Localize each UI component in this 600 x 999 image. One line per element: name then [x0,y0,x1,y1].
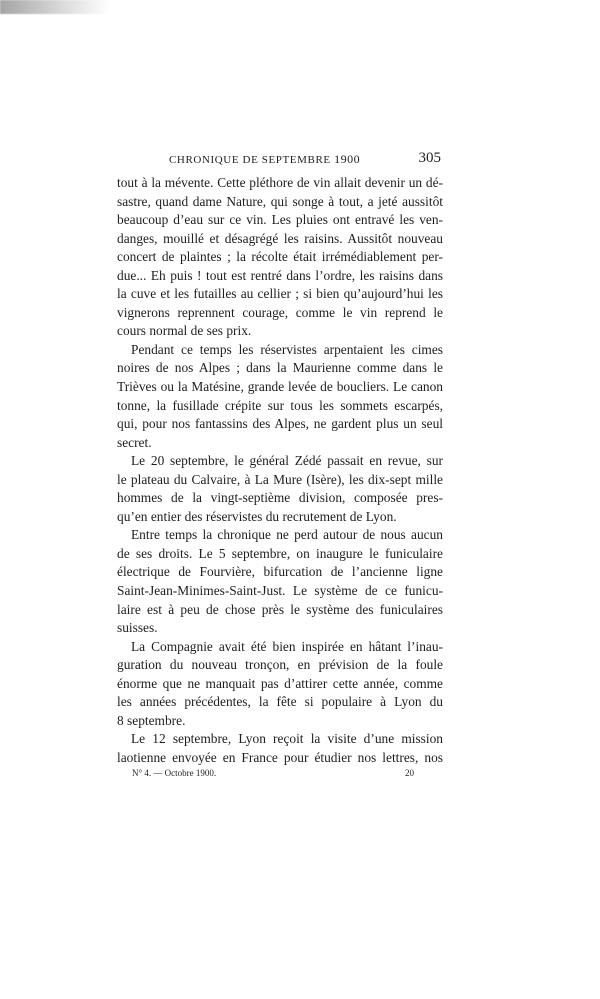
paragraph [117,341,443,452]
text-line: secret. [117,434,152,450]
text-line: Entre temps la chronique ne perd autour de nous aucun [131,527,443,543]
text-line: guration du nouveau tronçon, en prévision de la foule [117,657,443,673]
running-title-text: CHRONIQUE DE SEPTEMBRE [169,154,331,166]
text-line: Le 12 septembre, Lyon reçoit la visite d’une mission [131,731,443,747]
paragraph [117,730,443,767]
text-line: vignerons reprennent courage, comme le vin reprend le [117,304,443,320]
paragraph [117,174,443,341]
text-line: danges, mouillé et désagrégé les raisins. Aussitôt nouveau [117,230,443,246]
text-line: noires de nos Alpes ; dans la Maurienne comme dans le [117,360,443,376]
page-footer [132,768,414,782]
text-line: les années précédentes, la fête si populaire à Lyon du [117,694,443,710]
signature-mark: 20 [405,768,414,778]
paragraph [117,526,443,637]
text-line: laotienne envoyée en France pour étudier nos lettres, nos [117,749,443,765]
text-line: laire est à peu de chose près le système des funiculaires [117,601,443,617]
text-line: Pendant ce temps les réservistes arpentaient les cimes [131,341,443,357]
text-line: la cuve et les futailles au cellier ; si bien qu’aujourd’hui les [117,286,443,302]
text-line: énorme que ne manquait pas d’attirer cette année, comme [117,675,443,691]
paragraph [117,452,443,526]
text-line: tonne, la fusillade crépite sur tous les sommets escarpés, [117,397,443,413]
issue-note: N° 4. — Octobre 1900. [132,768,217,778]
text-line: électrique de Fourvière, bifurcation de l’ancienne ligne [117,564,443,580]
text-line: due... Eh puis ! tout est rentré dans l’ordre, les raisins dans [117,267,443,283]
text-line: beaucoup d’eau sur ce vin. Les pluies ont entravé les ven- [117,212,443,228]
paragraph [117,638,443,731]
text-line: tout à la mévente. Cette pléthore de vin allait devenir un dé- [117,175,443,190]
text-line: hommes de la vingt-septième division, composée pres- [117,490,443,506]
text-line: suisses. [117,620,158,636]
text-line: concert de plaintes ; la récolte était irrémédiablement per- [117,249,443,265]
body-text [117,174,443,768]
text-line: Saint-Jean-Minimes-Saint-Just. Le système de ce funicu- [117,583,443,599]
text-line: 8 septembre. [117,712,186,728]
text-line: Le 20 septembre, le général Zédé passait en revue, sur [131,453,443,469]
scan-smudge [0,0,110,14]
text-line: qu’en entier des réservistes du recrutement de Lyon. [117,508,397,524]
text-line: La Compagnie avait été bien inspirée en hâtant l’inau- [131,638,443,654]
text-line: cours normal de ses prix. [117,323,252,339]
running-head [117,152,443,170]
text-line: Trièves ou la Matésine, grande levée de boucliers. Le canon [117,379,443,395]
text-line: sastre, quand dame Nature, qui songe à tout, a jeté aussitôt [117,193,443,209]
text-line: qui, pour nos fantassins des Alpes, ne gardent plus un seul [117,416,443,432]
running-title-year: 1900 [334,152,361,166]
text-line: le plateau du Calvaire, à La Mure (Isère), les dix-sept mille [117,471,443,487]
running-title [169,152,360,167]
page-number: 305 [418,150,441,166]
text-line: de ses droits. Le 5 septembre, on inaugure le funiculaire [117,545,443,561]
